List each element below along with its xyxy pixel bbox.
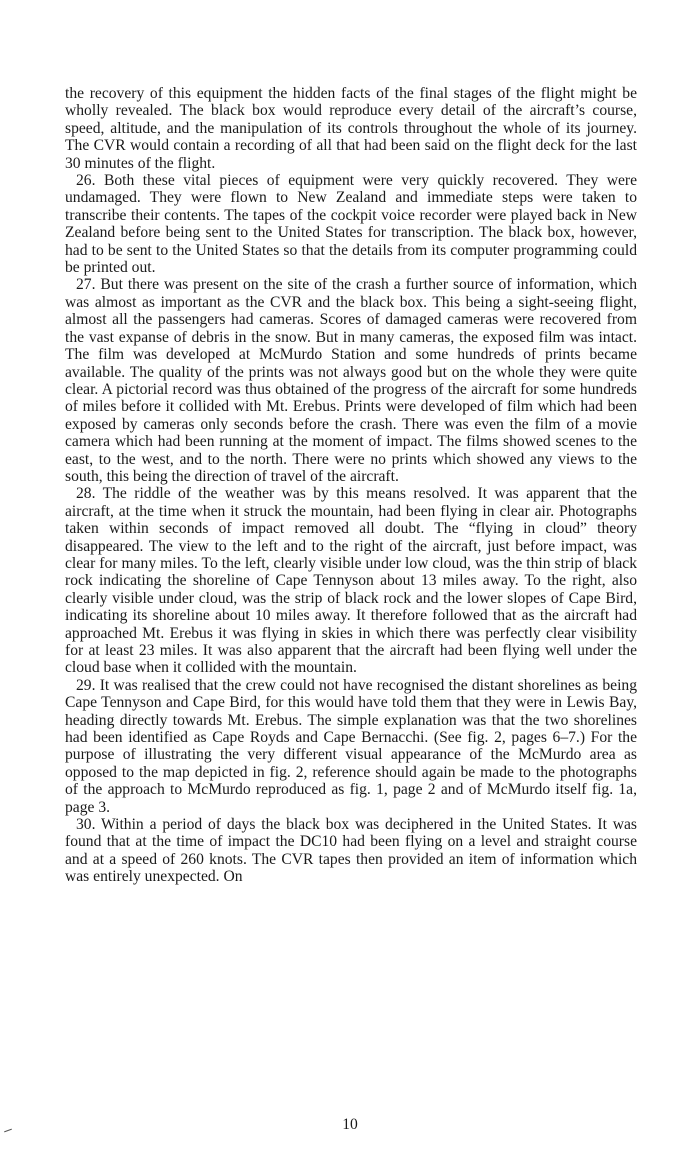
paragraph-continued: the recovery of this equipment the hidden facts of the final stages of the flight might be wholly revealed. The black box would reproduce every detail of the aircraft’s course, speed, altitude, and the manipulation of its controls throughout the whole of its journey. The CVR would contain a recording of all that had been said on the flight deck for the last 30 minutes of the flight. — [65, 85, 637, 172]
paragraph-30: 30. Within a period of days the black box was deciphered in the United States. It was found that at the time of impact the DC10 had been flying on a level and straight course and at a speed of 260 knots. The CVR tapes then provided an item of information which was entirely unexpected. On — [65, 816, 637, 886]
paragraph-29: 29. It was realised that the crew could not have recognised the distant shorelines as being Cape Tennyson and Cape Bird, for this would have told them that they were in Lewis Bay, heading directly towards Mt. Erebus. The simple explanation was that the two shorelines had been identified as Cape Royds and Cape Bernacchi. (See fig. 2, pages 6–7.) For the purpose of illustrating the very different visual appearance of the McMurdo area as opposed to the map depicted in fig. 2, reference should again be made to the photographs of the approach to McMurdo reproduced as fig. 1, page 2 and of McMurdo itself fig. 1a, page 3. — [65, 676, 637, 816]
paragraph-26: 26. Both these vital pieces of equipment were very quickly recovered. They were undamaged. They were flown to New Zealand and immediate steps were taken to transcribe their contents. The tapes of the cockpit voice recorder were played back in New Zealand before being sent to the United States for transcription. The black box, however, had to be sent to the United States so that the details from its computer programming could be printed out. — [65, 172, 637, 277]
paragraph-28: 28. The riddle of the weather was by this means resolved. It was apparent that the aircraft, at the time when it struck the mountain, had been flying in clear air. Photographs taken within seconds of impact removed all doubt. The “flying in cloud” theory disappeared. The view to the left and to the right of the aircraft, just before impact, was clear for many miles. To the left, clearly visible under low cloud, was the thin strip of black rock indicating the shoreline of Cape Tennyson about 13 miles away. To the right, also clearly visible under cloud, was the strip of black rock and the lower slopes of Cape Bird, indicating its shoreline about 10 miles away. It therefore followed that as the aircraft had approached Mt. Erebus it was flying in skies in which there was perfectly clear visibility for at least 23 miles. It was also apparent that the aircraft had been flying well under the cloud base when it collided with the mountain. — [65, 485, 637, 677]
paragraph-27: 27. But there was present on the site of the crash a further source of information, which was almost as important as the CVR and the black box. This being a sight-seeing flight, almost all the passengers had cameras. Scores of damaged cameras were recovered from the vast expanse of debris in the snow. But in many cameras, the exposed film was intact. The film was developed at McMurdo Station and some hundreds of prints became available. The quality of the prints was not always good but on the whole they were quite clear. A pictorial record was thus obtained of the progress of the aircraft for some hundreds of miles before it collided with Mt. Erebus. Prints were developed of film which had been exposed by cameras only seconds before the crash. There was even the film of a movie camera which had been running at the moment of impact. The films showed scenes to the east, to the west, and to the north. There were no prints which showed any views to the south, this being the direction of travel of the aircraft. — [65, 276, 637, 485]
page-number: 10 — [342, 1116, 358, 1133]
page-body — [65, 85, 637, 886]
